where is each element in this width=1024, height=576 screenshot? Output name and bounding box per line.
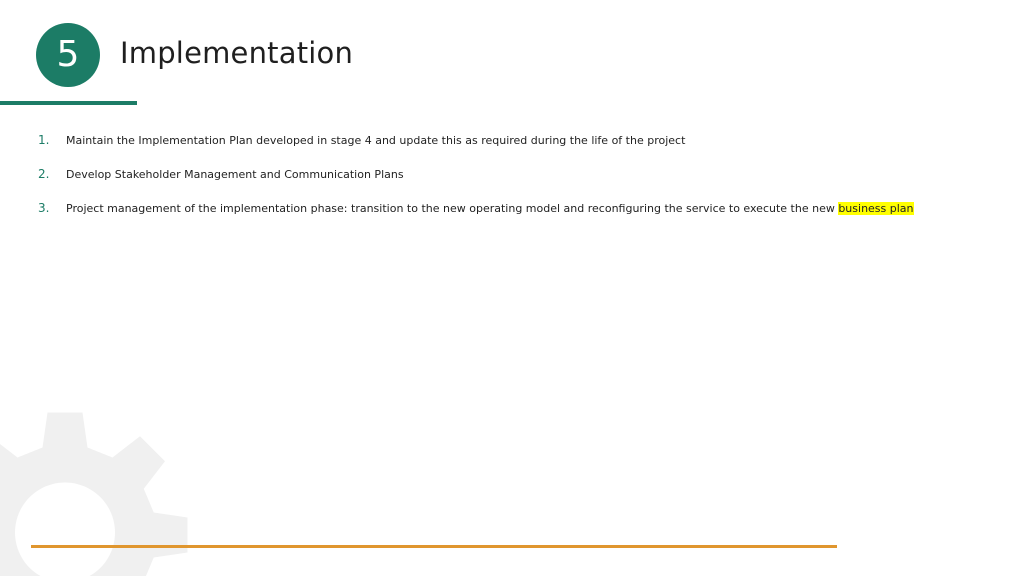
title-underline [0, 101, 137, 105]
step-number-badge [36, 23, 100, 87]
list-item-number: 2. [38, 167, 50, 181]
footer-rule [31, 545, 837, 548]
list-item-number: 3. [38, 201, 50, 215]
list-item-text [66, 202, 914, 215]
list-item-text: Develop Stakeholder Management and Communication Plans [66, 168, 404, 181]
list-item-number: 1. [38, 133, 50, 147]
page-title: Implementation [120, 36, 354, 70]
list-item-text-plain: Project management of the implementation phase: transition to the new operating model and reconfiguring the service to execute the new [66, 202, 839, 215]
list-item-text: Maintain the Implementation Plan developed in stage 4 and update this as required during the life of the project [66, 134, 686, 147]
highlighted-text: business plan [838, 202, 914, 215]
gear-icon [0, 405, 190, 576]
step-number: 5 [56, 34, 80, 75]
